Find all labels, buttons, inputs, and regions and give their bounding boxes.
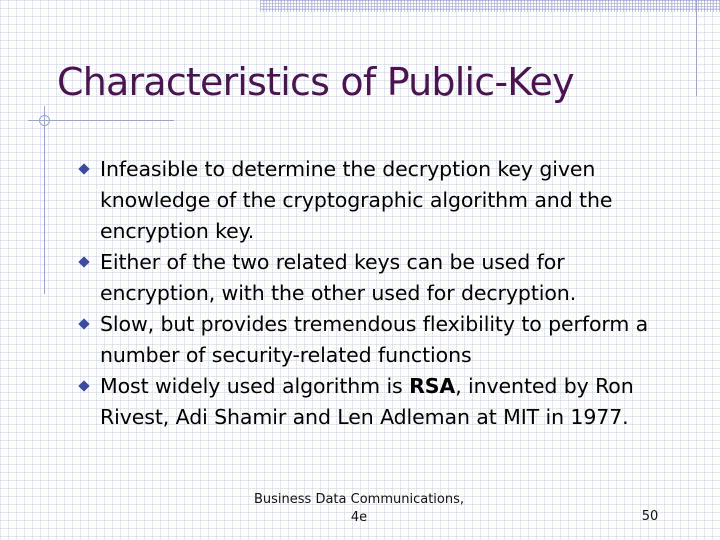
decorative-circle-icon bbox=[39, 115, 50, 126]
bullet-text: Slow, but provides tremendous flexibility to perform a number of security-related functions bbox=[100, 312, 649, 367]
bullet-text bbox=[100, 371, 678, 433]
diamond-bullet-icon bbox=[78, 380, 89, 391]
footer-line-1: Business Data Communications, bbox=[254, 492, 464, 507]
decorative-vertical-line bbox=[696, 0, 697, 96]
diamond-bullet-icon bbox=[78, 256, 89, 267]
diamond-bullet-icon bbox=[78, 318, 89, 329]
slide-number: 50 bbox=[641, 509, 659, 524]
decorative-guide-line-vertical bbox=[44, 106, 45, 294]
bullet-item bbox=[78, 154, 678, 247]
slide-footer bbox=[234, 491, 484, 527]
bullet-list bbox=[78, 154, 678, 433]
slide-title: Characteristics of Public-Key bbox=[57, 60, 574, 104]
rsa-emphasis: RSA bbox=[409, 374, 456, 398]
bullet-text-part: , invented by Ron Rivest, Adi Shamir and Len Adleman at MIT in 1977. bbox=[100, 374, 634, 429]
bullet-text: Infeasible to determine the decryption key given knowledge of the cryptographic algorithm and the encryption key. bbox=[100, 157, 613, 243]
diamond-bullet-icon bbox=[78, 163, 89, 174]
bullet-item bbox=[78, 247, 678, 309]
bullet-item bbox=[78, 309, 678, 371]
bullet-text: Either of the two related keys can be used for encryption, with the other used for decryption. bbox=[100, 250, 577, 305]
bullet-item bbox=[78, 371, 678, 433]
decorative-grid-band bbox=[260, 0, 720, 12]
bullet-text-part: Most widely used algorithm is bbox=[100, 374, 410, 398]
footer-line-2: 4e bbox=[350, 510, 368, 525]
